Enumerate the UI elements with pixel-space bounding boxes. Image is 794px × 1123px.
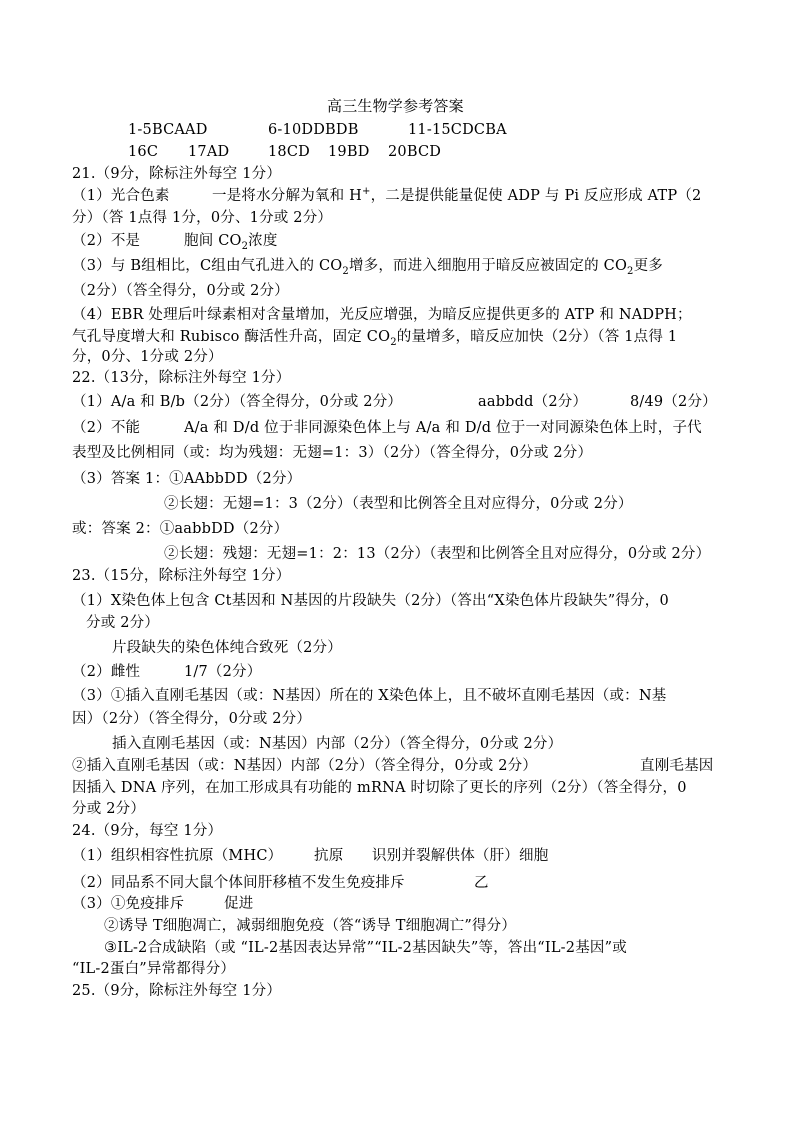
answer-text: aabbdd（2分） — [478, 394, 588, 410]
q22-part3-line2: ②长翅：无翅=1：3（2分）（表型和比例答全且对应得分，0分或 2分） — [164, 496, 633, 512]
q23-part3-line6: 分或 2分） — [72, 801, 146, 817]
choice-answer: 18CD — [268, 144, 310, 160]
answer-text: 抗原 — [314, 848, 344, 864]
choice-answer: 19BD — [328, 144, 370, 160]
answer-text: （2）不能 — [72, 420, 141, 436]
answer-text: ②插入直刚毛基因（或：N基因）内部（2分）（答全得分，0分或 2分） — [72, 758, 538, 774]
q23-part3-line1: （3）①插入直刚毛基因（或：N基因）所在的 X染色体上，且不破坏直刚毛基因（或：N基 — [72, 688, 667, 704]
q21-header: 21.（9分，除标注外每空 1分） — [72, 166, 282, 182]
q23-part1-line3: 片段缺失的染色体纯合致死（2分） — [112, 640, 342, 656]
answer-text: 1/7（2分） — [184, 664, 262, 680]
page-title: 高三生物学参考答案 — [327, 97, 464, 115]
q21-part3-line2: （2分）（答全得分，0分或 2分） — [72, 283, 289, 299]
answer-text: 胞间 $CO_2$浓度 — [184, 233, 278, 252]
answer-text: （3）①免疫排斥 — [72, 896, 185, 912]
answer-text: （1）光合色素 — [72, 188, 170, 204]
q22-header: 22.（13分，除标注外每空 1分） — [72, 370, 291, 386]
choice-answer: 17AD — [188, 144, 230, 160]
choice-answer: 16C — [128, 144, 159, 160]
answer-text: （1）组织相容性抗原（MHC） — [72, 848, 283, 864]
answer-text: （1）A/a 和 B/b（2分）（答全得分，0分或 2分） — [72, 394, 403, 410]
q21-part4-line1: （4）EBR 处理后叶绿素相对含量增加，光反应增强，为暗反应提供更多的 ATP 和 NADPH； — [72, 307, 692, 323]
q23-part1-line1: （1）X染色体上包含 Ct基因和 N基因的片段缺失（2分）（答出“X染色体片段缺失”得分，0 — [72, 593, 669, 609]
answer-text: 识别并裂解供体（肝）细胞 — [372, 848, 549, 864]
choice-answer: 20BCD — [388, 144, 442, 160]
answer-text: 一是将水分解为氧和 H+，二是提供能量促使 ADP 与 Pi 反应形成 ATP（2 — [212, 186, 702, 204]
q23-header: 23.（15分，除标注外每空 1分） — [72, 568, 291, 584]
choice-answer: 11-15CDCBA — [408, 122, 507, 138]
choice-answer: 6-10DDBDB — [268, 122, 359, 138]
q22-part3-line1: （3）答案 1：①AAbbDD（2分） — [72, 471, 302, 487]
answer-text: （2）不是 — [72, 233, 141, 249]
q23-part3-line5: 因插入 DNA 序列，在加工形成具有功能的 mRNA 时切除了更长的序列（2分）（答全得分，0 — [72, 780, 687, 796]
q21-part4-line3: 分，0分、1分或 2分） — [72, 349, 223, 365]
q23-part3-line2: 因）（2分）（答全得分，0分或 2分） — [72, 711, 312, 727]
q23-part3-line3: 插入直刚毛基因（或：N基因）内部（2分）（答全得分，0分或 2分） — [112, 736, 563, 752]
answer-text: 促进 — [224, 896, 254, 912]
choice-answer: 1-5BCAAD — [128, 122, 208, 138]
q21-part4-line2: 气孔导度增大和 Rubisco 酶活性升高，固定 $CO_2$的量增多，暗反应加快（2分）（答 1点得 1 — [72, 329, 678, 348]
answer-text: 乙 — [474, 875, 489, 891]
q24-part3-line3: ③IL-2合成缺陷（或 “IL-2基因表达异常”“IL-2基因缺失”等，答出“IL-2基因”或 — [104, 940, 627, 956]
answer-text: 8/49（2分） — [630, 394, 717, 410]
q22-part3-line3: 或：答案 2：①aabbDD（2分） — [72, 521, 289, 537]
q24-header: 24.（9分，每空 1分） — [72, 823, 223, 839]
q21-part3-line1: （3）与 B组相比，C组由气孔进入的 $CO_2$增多，而进入细胞用于暗反应被固定的 $CO_2$更多 — [72, 258, 663, 277]
answer-text: 直刚毛基因 — [640, 758, 714, 774]
q23-part1-line2: 分或 2分） — [86, 615, 160, 631]
q21-part1-line2: 分）（答 1点得 1分，0分、1分或 2分） — [72, 210, 333, 226]
answer-text: A/a 和 D/d 位于非同源染色体上与 A/a 和 D/d 位于一对同源染色体上时，子代 — [184, 420, 702, 436]
answer-text: （2）同品系不同大鼠个体间肝移植不发生免疫排斥 — [72, 875, 405, 891]
q24-part3-line2: ②诱导 T细胞凋亡，减弱细胞免疫（答“诱导 T细胞凋亡”得分） — [104, 918, 517, 934]
answer-text: （2）雌性 — [72, 664, 141, 680]
q24-part3-line4: “IL-2蛋白”异常都得分） — [72, 961, 236, 977]
q22-part2-line2: 表型及比例相同（或：均为残翅：无翅=1：3）（2分）（答全得分，0分或 2分） — [72, 445, 593, 461]
q22-part3-line4: ②长翅：残翅：无翅=1：2：13（2分）（表型和比例答全且对应得分，0分或 2分） — [164, 546, 711, 562]
q25-header: 25.（9分，除标注外每空 1分） — [72, 983, 282, 999]
